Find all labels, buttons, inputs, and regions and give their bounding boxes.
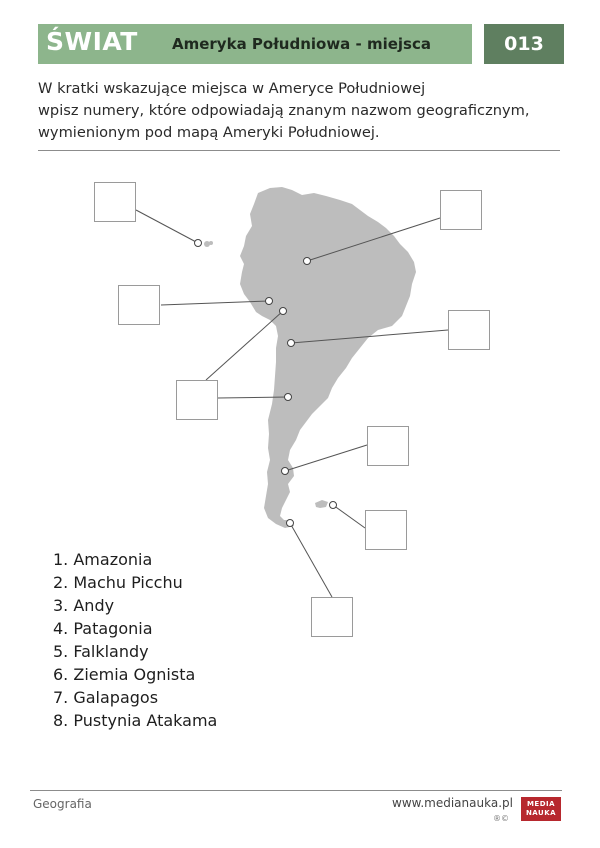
location-marker xyxy=(330,502,337,509)
location-marker xyxy=(285,394,292,401)
answer-box[interactable] xyxy=(440,190,482,230)
legend-item: 3. Andy xyxy=(53,596,115,615)
instruction-line: W kratki wskazujące miejsca w Ameryce Południowej xyxy=(38,80,426,97)
answer-box[interactable] xyxy=(118,285,160,325)
instruction-line: wymienionym pod mapą Ameryki Południowej. xyxy=(38,124,380,141)
footer-copyright: ®© xyxy=(493,814,509,823)
location-marker xyxy=(280,308,287,315)
answer-box[interactable] xyxy=(176,380,218,420)
answer-box[interactable] xyxy=(365,510,407,550)
location-marker xyxy=(282,468,289,475)
worksheet-title: Ameryka Południowa - miejsca xyxy=(172,35,431,53)
instruction-line: wpisz numery, które odpowiadają znanym nazwom geograficznym, xyxy=(38,102,530,119)
medianauka-logo xyxy=(521,797,561,821)
legend-item: 2. Machu Picchu xyxy=(53,573,183,592)
answer-box[interactable] xyxy=(311,597,353,637)
legend-item: 7. Galapagos xyxy=(53,688,159,707)
answer-box[interactable] xyxy=(448,310,490,350)
legend-item: 5. Falklandy xyxy=(53,642,149,661)
section-label: ŚWIAT xyxy=(46,27,138,56)
leader-line xyxy=(333,505,365,528)
legend-list xyxy=(53,548,217,732)
location-marker xyxy=(304,258,311,265)
logo-line: MEDIA xyxy=(526,800,556,808)
worksheet-number: 013 xyxy=(484,24,564,64)
footer-subject: Geografia xyxy=(33,797,92,811)
continent-shape xyxy=(240,187,416,528)
answer-box[interactable] xyxy=(94,182,136,222)
legend-item: 8. Pustynia Atakama xyxy=(53,711,218,730)
leader-line xyxy=(206,311,283,380)
logo-line: NAUKA xyxy=(525,809,557,817)
legend-item: 1. Amazonia xyxy=(53,550,153,569)
answer-box[interactable] xyxy=(367,426,409,466)
legend-item: 4. Patagonia xyxy=(53,619,153,638)
location-marker xyxy=(287,520,294,527)
legend-item: 6. Ziemia Ognista xyxy=(53,665,196,684)
leader-line xyxy=(290,523,332,597)
footer-website[interactable]: www.medianauka.pl xyxy=(392,796,513,810)
galapagos-shape xyxy=(204,241,210,247)
footer-divider xyxy=(30,790,562,791)
location-marker xyxy=(266,298,273,305)
location-marker xyxy=(288,340,295,347)
falklands-shape xyxy=(315,500,328,508)
leader-line xyxy=(136,210,198,243)
location-marker xyxy=(195,240,202,247)
leader-line xyxy=(285,445,367,471)
